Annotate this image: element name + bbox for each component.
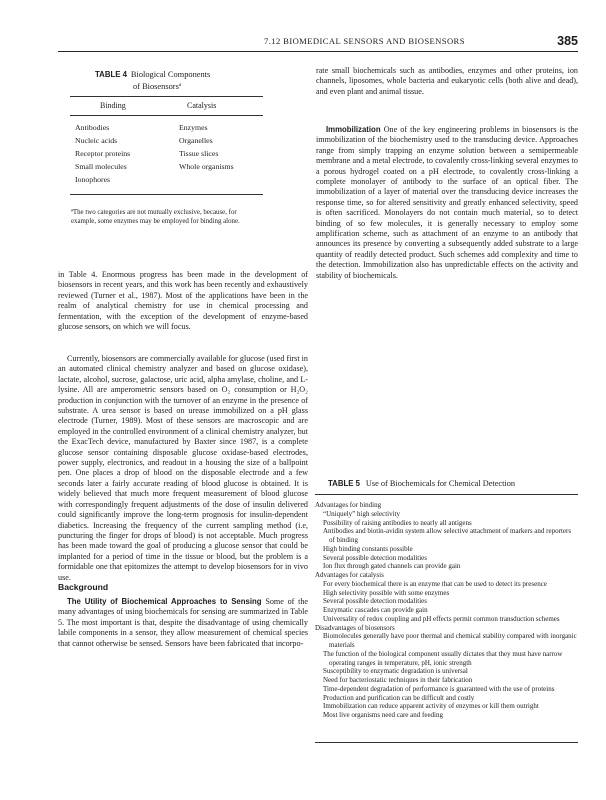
table5-item: Immobilization can reduce apparent activity of enzymes or kill them outright	[323, 702, 539, 711]
utility-run-in-heading: The Utility of Biochemical Approaches to Sensing	[67, 597, 262, 606]
table4-cell: Antibodies	[75, 123, 110, 132]
header-rule	[58, 51, 578, 52]
table5-item: “Uniquely” high selectivity	[323, 509, 400, 518]
table4-title-2: of Biosensorsª	[133, 82, 182, 91]
table5-body	[315, 501, 577, 720]
right-paragraph-2	[316, 125, 578, 281]
table4-footnote: ªThe two categories are not mutually exclusive, because, for example, some enzymes may be employed for binding alone.	[71, 209, 240, 226]
left-paragraph-3	[58, 597, 308, 649]
table4-cell: Receptor proteins	[75, 149, 131, 158]
table5-caption	[328, 479, 515, 488]
table5-item: Antibodies and biotin-avidin system allow selective attachment of markers and reporters of binding	[323, 527, 572, 544]
table5-item: Susceptibility to enzymatic degradation is universal	[323, 667, 468, 676]
immobilization-text: One of the key engineering problems in biosensors is the immobilization of the biochemistry used to the transducing device. Approaches range from simply trapping an enzyme solution between a semipermeable membrane and a metal electrode, to covalently cross-linking several enzymes to a porous hydrogel coated on a pH electrode, to covalently cross-linking a complete monolayer of antibody to the surface of an optical fiber. The immobilization of a layer of material over the transducing device increases the response time, so for altered sensitivity and greatly enhanced selectivity, speed is often sacrificed. Monolayers do not contain much material, so to detect binding of so few molecules, it is generally necessary to employ some amplification scheme, such as attachment of an enzyme to an antibody that announces its presence by converting a subsequently added substrate to a large quantity of readily detected product. Such schemes add complexity and time to the detection. Immobilization also has unpredictable effects on the activity and stability of biochemicals.	[316, 125, 578, 280]
section-title: 7.12 BIOMEDICAL SENSORS AND BIOSENSORS	[264, 36, 465, 46]
table5-group-heading: Advantages for catalysis	[315, 571, 384, 579]
table4-caption	[95, 69, 295, 93]
table4-binding-col	[75, 121, 130, 186]
table5-item: Ion flux through gated channels can provide gain	[323, 562, 461, 571]
utility-text: Some of the many advantages of using biochemicals for sensing are summarized in Table 5. The most important is that, despite the disadvantage of using chemically labile components in a sensor, they allow measurement of chemical species that cannot otherwise be sensed. Sensors have been fabricated that incorpo-	[58, 597, 309, 648]
table5-item: Universality of redox coupling and pH effects permit common transduction schemes	[323, 614, 560, 623]
left-paragraph-1: in Table 4. Enormous progress has been made in the development of biosensors in recent years, and this work has been recently and exhaustively reviewed (Turner et al., 1987). Most of the applications have been in the realm of analytical chemistry for use in chemical processing and fermentation, with the exception of the development of enzyme-based glucose sensors, on which we will focus.	[58, 270, 308, 332]
table4-cell: Enzymes	[179, 123, 208, 132]
table4-title-1: Biological Components	[130, 70, 211, 79]
table4-top-rule	[70, 96, 263, 97]
table4-col-catalysis: Catalysis	[187, 101, 217, 110]
table5-item: Several possible detection modalities	[323, 553, 428, 562]
table5-item: Enzymatic cascades can provide gain	[323, 606, 428, 614]
table5-item: The function of the biological component usually dictates that they must have narrow operating ranges in temperature, pH, ionic strength	[323, 649, 563, 667]
table5-item: Biomolecules generally have poor thermal and chemical stability compared with inorganic materials	[323, 632, 577, 649]
table4-catalysis-col	[179, 121, 234, 173]
table4-header-rule	[70, 115, 263, 116]
table5-item: High selectivity possible with some enzymes	[323, 588, 450, 597]
table5-group-heading: Advantages for binding	[315, 501, 382, 509]
table5-item: Time-dependent degradation of performance is guaranteed with the use of proteins	[323, 684, 555, 693]
section-heading-background: Background	[58, 582, 109, 592]
table5-item: For every biochemical there is an enzyme that can be used to detect its presence	[323, 579, 547, 588]
left-paragraph-2: Currently, biosensors are commercially available for glucose (used first in an automated clinical chemistry analyzer and based on glucose oxidase), lactate, alcohol, sucrose, galactose, uric acid, alpha amylase, choline, and L-lysine. All are amperometric sensors based on O₂ consumption or H₂O₂ production in conjunction with the turnover of an enzyme in the presence of substrate. A urea sensor is based on urease immobilized on a pH glass electrode (Turner, 1989). Most of these sensors are macroscopic and are employed in the controlled environment of a clinical chemistry analyzer, but the ExacTech device, manufactured by Baxter since 1987, is a complete glucose sensor containing disposable glucose oxidase-based electrodes, power supply, electronics, and readout in a housing the size of a ballpoint pen. One places a drop of blood on the disposable electrode and a few seconds later a fairly accurate reading of blood glucose is obtained. It is widely believed that much more frequent measurement of blood glucose with correspondingly frequent adjustments of the dose of insulin delivered could significantly improve the long-term prognosis for insulin-dependent diabetics. Increasing the frequency of the current sampling method (i.e, puncturing the finger for drops of blood) is not acceptable. Much progress has been made toward the goal of producing a glucose sensor that could be implanted for a period of time in the tissue or blood, but the problem is a formidable one that epitomizes the attempt to develop biosensors for in vivo use.	[58, 354, 308, 582]
running-header	[58, 34, 578, 50]
table5-title: Use of Biochemicals for Chemical Detection	[365, 479, 515, 488]
table4-cell: Whole organisms	[179, 162, 234, 171]
table5-bottom-rule	[315, 742, 578, 743]
table4-cell: Organelles	[179, 136, 213, 145]
table5-top-rule	[315, 494, 578, 495]
table4-cell: Small molecules	[75, 162, 127, 171]
table4-cell: Tissue slices	[179, 149, 219, 158]
table5-item: Need for bacteriostatic techniques in their fabrication	[323, 676, 473, 684]
table5-item: Several possible detection modalities	[323, 597, 428, 606]
table4-label: TABLE 4	[95, 70, 127, 79]
right-paragraph-1: rate small biochemicals such as antibodies, enzymes and other proteins, ion channels, liposomes, whole bacteria and eukaryotic cells (both alive and dead), and even plant and animal tissue.	[316, 66, 578, 96]
page-number: 385	[557, 34, 578, 48]
table5-group-heading: Disadvantages of biosensors	[315, 623, 395, 632]
table4-bottom-rule	[70, 194, 263, 195]
immobilization-run-in-heading: Immobilization	[326, 125, 381, 134]
table5-item: Most live organisms need care and feeding	[323, 711, 444, 719]
table4-col-binding: Binding	[100, 101, 126, 110]
table5-item: Possibility of raising antibodies to nearly all antigens	[323, 518, 472, 527]
table5-item: High binding constants possible	[323, 544, 413, 553]
table4-cell: Nucleic acids	[75, 136, 118, 145]
table5-label: TABLE 5	[328, 479, 360, 488]
table5-item: Production and purification can be difficult and costly	[323, 693, 475, 702]
table4-cell: Ionophores	[75, 175, 111, 184]
